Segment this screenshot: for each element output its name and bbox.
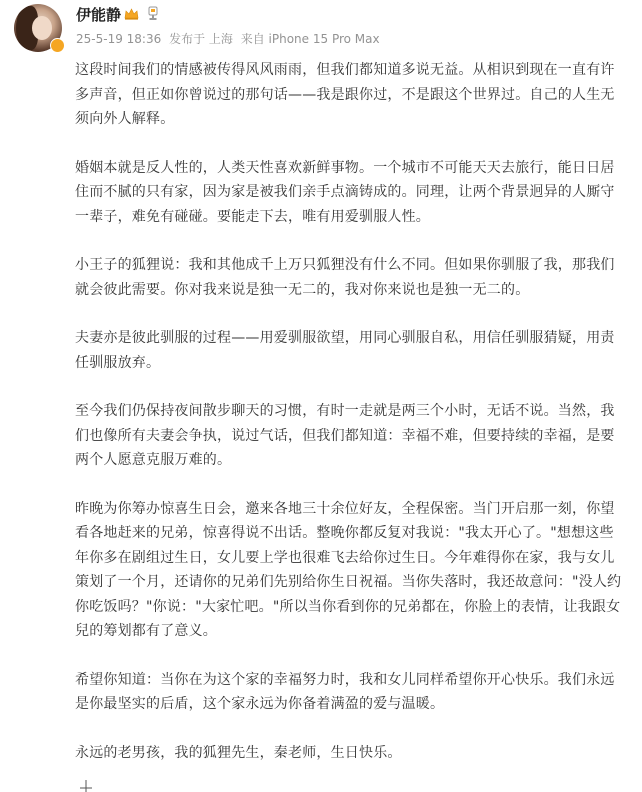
post-meta: [76, 30, 384, 48]
paragraph: 婚姻本就是反人性的，人类天性喜欢新鲜事物。一个城市不可能天天去旅行，能日日居住而不腻的只有家，因为家是被我们亲手点滴铸成的。同理，让两个背景迥异的人厮守一辈子，难免有碰碰。要能走下去，唯有用爱驯服人性。: [75, 159, 615, 225]
post-body: [75, 58, 627, 789]
paragraph: 小王子的狐狸说：我和其他成千上万只狐狸没有什么不同。但如果你驯服了我，那我们就会彼此需要。你对我来说是独一无二的，我对你来说也是独一无二的。: [75, 257, 615, 298]
paragraph: 希望你知道：当你在为这个家的幸福努力时，我和女儿同样希望你开心快乐。我们永远是你最坚实的后盾，这个家永远为你备着满盈的爱与温暖。: [75, 671, 615, 712]
verified-icon: [50, 38, 65, 53]
post-location: 发布于 上海: [169, 32, 233, 46]
crown-icon: [124, 8, 139, 20]
post-device: 来自 iPhone 15 Pro Max: [240, 32, 380, 46]
paragraph: 夫妻亦是彼此驯服的过程——用爱驯服欲望，用同心驯服自私，用信任驯服猜疑，用责任驯服放弃。: [75, 330, 615, 371]
cursor-mark-icon: [80, 780, 92, 792]
post-timestamp[interactable]: 25-5-19 18:36: [76, 32, 162, 46]
paragraph: 昨晚为你筹办惊喜生日会，邀来各地三十余位好友，全程保密。当门开启那一刻，你望看各地赶来的兄弟，惊喜得说不出话。整晚你都反复对我说："我太开心了。"想想这些年你多在剧组过生日，女儿要上学也很难飞去给你过生日。今年难得你在家，我与女儿策划了一个月，还请你的兄弟们先别给你生日祝福。当你失落时，我还故意问："没人约你吃饭吗？"你说："大家忙吧。"所以当你看到你的兄弟都在，你脸上的表情，让我跟女兒的筹划都有了意义。: [75, 500, 622, 639]
paragraph: 这段时间我们的情感被传得风风雨雨，但我们都知道多说无益。从相识到现在一直有许多声音，但正如你曾说过的那句话——我是跟你过，不是跟这个世界过。自己的人生无须向外人解释。: [75, 62, 615, 127]
post-header: [0, 0, 642, 60]
avatar-face: [32, 16, 52, 40]
author-name[interactable]: 伊能静: [76, 6, 122, 24]
paragraph: 至今我们仍保持夜间散步聊天的习惯，有时一走就是两三个小时，无话不说。当然，我们也像所有夫妻会争执，说过气话，但我们都知道：幸福不难，但要持续的幸福，是要两个人愿意克服万难的。: [75, 403, 615, 468]
paragraph: 永远的老男孩，我的狐狸先生，秦老师，生日快乐。: [75, 744, 402, 761]
trophy-icon: [146, 6, 160, 22]
